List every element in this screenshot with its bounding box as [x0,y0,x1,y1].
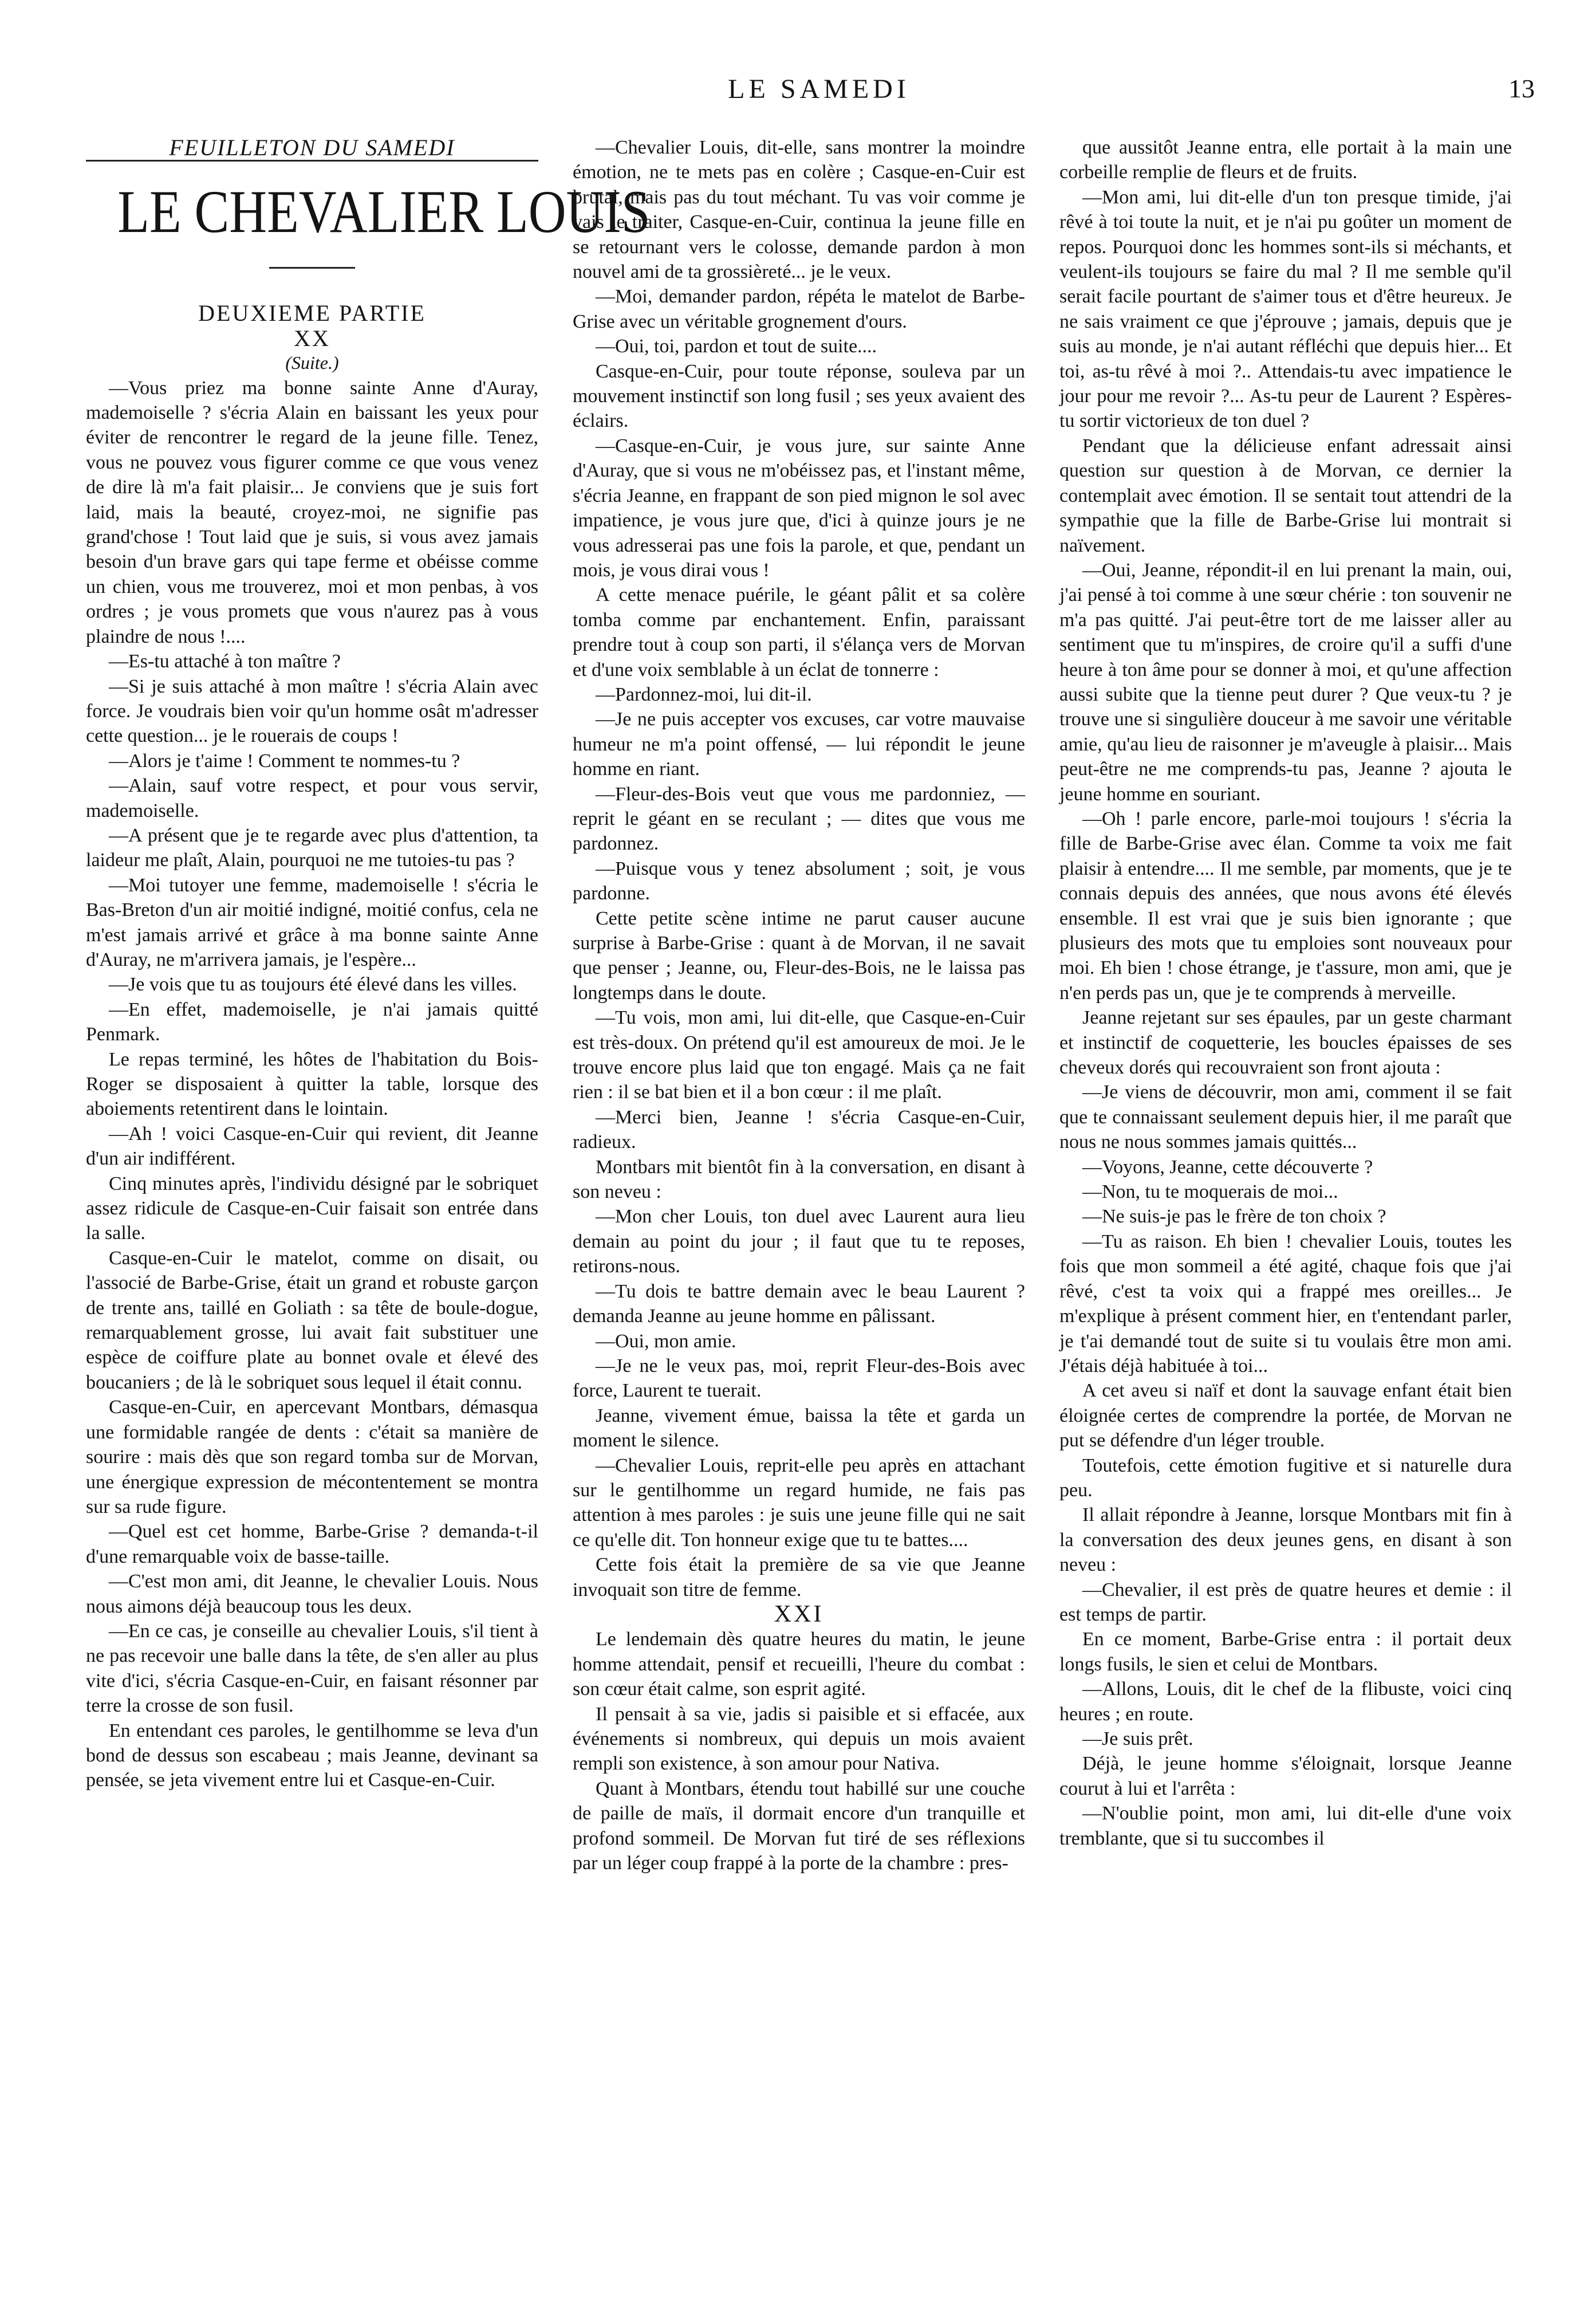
paragraph: Cette petite scène intime ne parut causer aucune surprise à Barbe-Grise : quant à de Morvan, il ne savait que penser ; Jeanne, ou, Fleur-des-Bois, ne le laissa pas longtemps dans le doute. [573,907,1025,1004]
paragraph: —Oui, Jeanne, répondit-il en lui prenant la main, oui, j'ai pensé à toi comme à une sœur chérie : ton souvenir ne m'a pas quitté. J'ai peut-être tort de me laisser aller au sentiment que tu m'inspires, de croire qu'il a suffi d'une heure à ton âme pour se donner à moi, et qu'une affection aussi subite que la tienne peut durer ? Que veux-tu ? je trouve une si singulière douceur à me savoir une véritable amie, qu'au lieu de raisonner je m'aveugle à plaisir... Mais peut-être ne me comprends-tu pas, Jeanne ? ajouta le jeune homme en souriant. [1059,559,1512,805]
page-header [86,73,1552,125]
paragraph: —Je vois que tu as toujours été élevé dans les villes. [109,974,517,996]
paragraph: A cet aveu si naïf et dont la sauvage enfant était bien éloignée certes de comprendre la portée, de Morvan ne put se défendre d'un léger trouble. [1059,1380,1512,1452]
short-rule [269,267,355,269]
paragraph: Jeanne, vivement émue, baissa la tête et garda un moment le silence. [573,1405,1025,1452]
paragraph: —Mon ami, lui dit-elle d'un ton presque timide, j'ai rêvé à toi toute la nuit, et je n'ai pu goûter un moment de repos. Pourquoi donc les hommes sont-ils si méchants, et veulent-ils toujours se faire du mal ? Il me semble qu'il serait facile pourtant de s'aimer tous et d'être heureux. Je ne sais vraiment ce que j'éprouve ; jamais, depuis que je suis au monde, je n'ai autant réfléchi que depuis hier... Et toi, as-tu rêvé à moi ?.. Attendais-tu avec impatience le jour pour me revoir ?... As-tu peur de Laurent ? Espères-tu sortir victorieux de ton duel ? [1059,186,1512,432]
paragraph: —Tu as raison. Eh bien ! chevalier Louis, toutes les fois que mon sommeil a été agité, chaque fois que j'ai rêvé, c'est ta voix qui a frappé mes oreilles... Je m'explique à présent comment hier, en t'entendant parler, je t'ai demandé tout de suite si tu voulais être mon ami. J'étais déjà habituée à toi... [1059,1230,1512,1377]
chapter-heading: XX [294,325,330,351]
paragraph: —Alors je t'aime ! Comment te nommes-tu ? [109,750,460,772]
paragraph: —Chevalier Louis, reprit-elle peu après en attachant sur le gentilhomme un regard humide, ne fais pas attention à mes paroles : je suis une jeune fille qui ne sait ce qu'elle dit. Ton honneur exige que tu te battes.... [573,1454,1025,1551]
journal-name: LE SAMEDI [728,74,910,104]
paragraph: Pendant que la délicieuse enfant adressait ainsi question sur question à de Morvan, ce dernier la contemplait avec émotion. Il se sentait tout attendri de la sympathie que la fille de Barbe-Grise lui montrait si naïvement. [1059,435,1512,556]
paragraph: Toutefois, cette émotion fugitive et si naturelle dura peu. [1059,1454,1512,1501]
part-heading: DEUXIEME PARTIE [198,300,426,327]
paragraph: Montbars mit bientôt fin à la conversation, en disant à son neveu : [573,1156,1025,1203]
paragraph: Casque-en-Cuir, en apercevant Montbars, démasqua une formidable rangée de dents : c'était sa manière de sourire : mais dès que son regard tomba sur de Morvan, une énergique expression de mécontentement se montra sur sa rude figure. [86,1397,538,1517]
paragraph: —Si je suis attaché à mon maître ! s'écria Alain avec force. Je voudrais bien voir qu'un homme osât m'adresser cette question... je le rouerais de coups ! [86,675,538,747]
paragraph: —Non, tu te moquerais de moi... [1082,1181,1338,1203]
column-2-body-xxi [573,1627,1025,1875]
column-2 [573,135,1025,2306]
paragraph: —C'est mon ami, dit Jeanne, le chevalier Louis. Nous nous aimons déjà beaucoup tous les deux. [86,1571,538,1617]
paragraph: —Pardonnez-moi, lui dit-il. [596,683,812,705]
paragraph: Le repas terminé, les hôtes de l'habitation du Bois-Roger se disposaient à quitter la table, lorsque des aboiements retentirent dans le lointain. [86,1048,538,1120]
paragraph: —Je suis prêt. [1082,1728,1193,1749]
paragraph: En ce moment, Barbe-Grise entra : il portait deux longs fusils, le sien et celui de Montbars. [1059,1629,1512,1675]
paragraph: —Tu vois, mon ami, lui dit-elle, que Casque-en-Cuir est très-doux. On prétend qu'il est amoureux de moi. Je le trouve encore plus laid que ton engagé. Mais ça ne fait rien : il se bat bien et il a bon cœur : il me plaît. [573,1007,1025,1103]
paragraph: —Moi, demander pardon, répéta le matelot de Barbe-Grise avec un véritable grognement d'ours. [573,286,1025,332]
paragraph: —Moi tutoyer une femme, mademoiselle ! s'écria le Bas-Breton d'un air moitié indigné, moitié confus, cela ne m'est jamais arrivé et grâce à ma bonne sainte Anne d'Auray, ne m'arrivera jamais, je l'espère... [86,874,538,970]
column-3-body [1059,135,1512,1851]
paragraph: Déjà, le jeune homme s'éloignait, lorsque Jeanne courut à lui et l'arrêta : [1059,1753,1512,1799]
paragraph: —Merci bien, Jeanne ! s'écria Casque-en-Cuir, radieux. [573,1106,1025,1153]
paragraph: que aussitôt Jeanne entra, elle portait à la main une corbeille remplie de fleurs et de fruits. [1059,137,1512,183]
paragraph: —En effet, mademoiselle, je n'ai jamais quitté Penmark. [86,998,538,1045]
chapter-heading-xxi: XXI [774,1601,824,1627]
column-2-body [573,135,1025,1602]
paragraph: Il pensait à sa vie, jadis si paisible et si effacée, aux événements si nombreux, qui depuis un mois avaient rempli son existence, à son amour pour Nativa. [573,1703,1025,1775]
paragraph: —En ce cas, je conseille au chevalier Louis, s'il tient à ne pas recevoir une balle dans la tête, de s'en aller au plus vite d'ici, s'écria Casque-en-Cuir, en faisant résonner par terre la crosse de son fusil. [86,1620,538,1717]
paragraph: —Alain, sauf votre respect, et pour vous servir, mademoiselle. [86,775,538,821]
paragraph: —Casque-en-Cuir, je vous jure, sur sainte Anne d'Auray, que si vous ne m'obéissez pas, et l'instant même, s'écria Jeanne, en frappant de son pied mignon le sol avec impatience, je vous jure que, d'ici à quinze jours je ne vous adresserai pas une fois la parole, et que, pendant un mois, je vous dirai vous ! [573,435,1025,581]
paragraph: —Oh ! parle encore, parle-moi toujours ! s'écria la fille de Barbe-Grise avec élan. Comme ta voix me fait plaisir à entendre.... Il me semble, par moments, que je te connais depuis des années, que nous avons été élevés ensemble. Il est vrai que je suis bien ignorante ; que plusieurs des mots que tu emploies sont nouveaux pour moi. Eh bien ! chose étrange, je t'assure, mon ami, que je n'en perds pas un, que je te comprends à merveille. [1059,808,1512,1004]
paragraph: —Je viens de découvrir, mon ami, comment il se fait que te connaissant seulement depuis hier, il me paraît que nous ne nous sommes jamais quittés... [1059,1082,1512,1153]
paragraph: Casque-en-Cuir le matelot, comme on disait, ou l'associé de Barbe-Grise, était un grand et robuste garçon de trente ans, taillé en Goliath : sa tête de boule-dogue, remarquablement grosse, lui avait fait substituer une espèce de coiffure plate au bonnet ovale et élevé des boucaniers ; de là le sobriquet sous lequel il était connu. [86,1247,538,1393]
column-1-body [86,376,538,1793]
paragraph: Cette fois était la première de sa vie que Jeanne invoquait son titre de femme. [573,1554,1025,1601]
page-number: 13 [1508,74,1535,103]
paragraph: —Ne suis-je pas le frère de ton choix ? [1082,1206,1386,1228]
paragraph: En entendant ces paroles, le gentilhomme se leva d'un bond de dessus son escabeau ; mais Jeanne, devinant sa pensée, se jeta vivement entre lui et Casque-en-Cuir. [86,1720,538,1791]
paragraph: A cette menace puérile, le géant pâlit et sa colère tomba comme par enchantement. Enfin, paraissant prendre tout à coup son parti, il s'élança vers de Morvan et d'une voix semblable à un éclat de tonnerre : [573,584,1025,681]
paragraph: —Je ne puis accepter vos excuses, car votre mauvaise humeur ne m'a point offensé, — lui répondit le jeune homme en riant. [573,709,1025,780]
paragraph: Le lendemain dès quatre heures du matin, le jeune homme attendait, pensif et recueilli, l'heure du combat : son cœur était calme, son esprit agité. [573,1629,1025,1700]
paragraph: —Mon cher Louis, ton duel avec Laurent aura lieu demain au point du jour ; il faut que tu te reposes, retirons-nous. [573,1206,1025,1277]
paragraph: —Tu dois te battre demain avec le beau Laurent ? demanda Jeanne au jeune homme en pâlissant. [573,1280,1025,1327]
paragraph: —Oui, mon amie. [596,1330,736,1352]
paragraph: —Vous priez ma bonne sainte Anne d'Auray, mademoiselle ? s'écria Alain en baissant les yeux pour éviter de rencontrer le regard de la jeune fille. Tenez, vous ne pouvez vous figurer comme ce que vous venez de dire là m'a fait plaisir... Je conviens que je suis fort laid, mais la beauté, croyez-moi, ne signifie pas grand'chose ! Tout laid que je suis, si vous avez jamais besoin d'un brave gars qui tape ferme et obéisse comme un chien, vous me trouverez, moi et mon penbas, à vos ordres ; je vous promets que vous n'aurez pas à vous plaindre de nous !.... [86,377,538,647]
paragraph: —A présent que je te regarde avec plus d'attention, ta laideur me plaît, Alain, pourquoi ne me tutoies-tu pas ? [86,824,538,871]
paragraph: —Voyons, Jeanne, cette découverte ? [1082,1156,1373,1178]
paragraph: —Es-tu attaché à ton maître ? [109,651,341,673]
paragraph: —Allons, Louis, dit le chef de la flibuste, voici cinq heures ; en route. [1059,1678,1512,1725]
paragraph: Quant à Montbars, étendu tout habillé sur une couche de paille de maïs, il dormait encore d'un tranquille et profond sommeil. De Morvan fut tiré de ses réflexions par un léger coup frappé à la porte de la chambre : pres- [573,1778,1025,1874]
column-3 [1059,135,1512,2306]
paragraph: —Fleur-des-Bois veut que vous me pardonniez, — reprit le géant en se reculant ; — dites que vous me pardonnez. [573,783,1025,855]
feuilleton-label: FEUILLETON DU SAMEDI [169,135,455,160]
paragraph: —Chevalier, il est près de quatre heures et demie : il est temps de partir. [1059,1579,1512,1625]
paragraph: —Puisque vous y tenez absolument ; soit, je vous pardonne. [573,858,1025,905]
paragraph: Cinq minutes après, l'individu désigné par le sobriquet assez ridicule de Casque-en-Cuir faisait son entrée dans la salle. [86,1173,538,1244]
paragraph: —Je ne le veux pas, moi, reprit Fleur-des-Bois avec force, Laurent te tuerait. [573,1355,1025,1402]
paragraph: Casque-en-Cuir, pour toute réponse, souleva par un mouvement instinctif son long fusil ; ses yeux avaient des éclairs. [573,360,1025,432]
column-1 [86,135,651,2306]
paragraph: Il allait répondre à Jeanne, lorsque Montbars mit fin à la conversation des deux jeunes gens, en disant à son neveu : [1059,1504,1512,1576]
paragraph: —Chevalier Louis, dit-elle, sans montrer la moindre émotion, ne te mets pas en colère ; Casque-en-Cuir est brutal, mais pas du tout méchant. Tu vas voir comme je vais le traiter, Casque-en-Cuir, continua la jeune fille en se retournant vers le colosse, demande pardon à mon nouvel ami de ta grossièreté... je le veux. [573,137,1025,283]
paragraph: —Ah ! voici Casque-en-Cuir qui revient, dit Jeanne d'un air indifférent. [86,1123,538,1170]
article-title: LE CHEVALIER LOUIS [117,178,651,246]
paragraph: —Oui, toi, pardon et tout de suite.... [596,336,877,357]
paragraph: —N'oublie point, mon ami, lui dit-elle d'une voix tremblante, que si tu succombes il [1059,1803,1512,1849]
paragraph: Jeanne rejetant sur ses épaules, par un geste charmant et instinctif de coquetterie, les boucles épaisses de ses cheveux dorés qui recouvraient son front ajouta : [1059,1007,1512,1079]
paragraph: —Quel est cet homme, Barbe-Grise ? demanda-t-il d'une remarquable voix de basse-taille. [86,1521,538,1567]
suite-label: (Suite.) [285,352,339,373]
